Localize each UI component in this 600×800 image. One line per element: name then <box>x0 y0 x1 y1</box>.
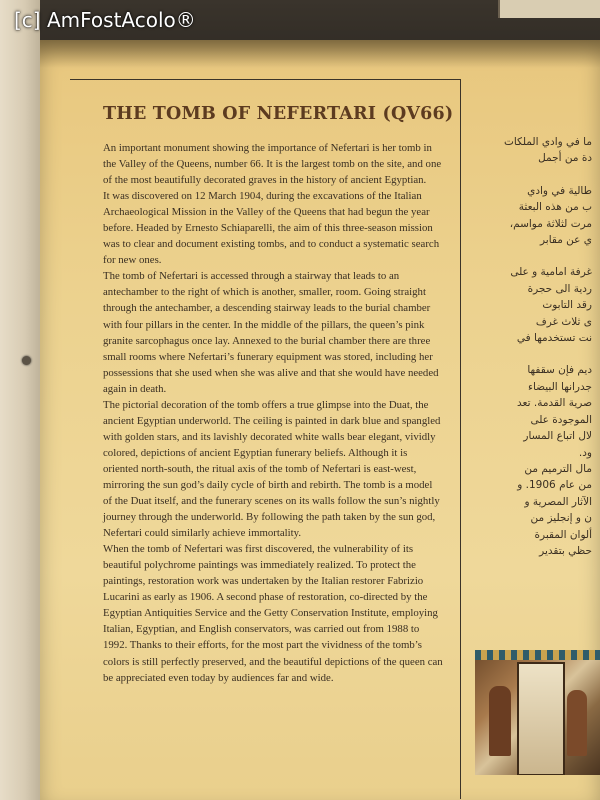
arabic-text-line: ردية الى حجرة <box>527 282 592 295</box>
arabic-text-line: ن و إنجليز من <box>530 512 592 525</box>
arabic-text-line: طالية في وادي <box>527 184 592 197</box>
sign-body-text <box>103 140 443 686</box>
watermark: [c] AmFostAcolo® <box>14 8 196 32</box>
arabic-text-line: مرت لثلاثة مواسم، <box>509 217 592 230</box>
arabic-text-line: رقد التابوت <box>542 299 592 312</box>
sign-title: THE TOMB OF NEFERTARI (QV66) <box>103 104 454 124</box>
painted-frieze <box>475 650 600 660</box>
arabic-text-line: مال الترميم من <box>524 462 592 475</box>
arabic-text-line: صرية القدمة. تعد <box>517 397 592 410</box>
arabic-text-line: الموجودة على <box>530 413 592 426</box>
arabic-text-line: ما في وادي الملكات <box>503 136 592 148</box>
paragraph-discovery: It was discovered on 12 March 1904, during the excavations of the Italian Archaeological Mission in the Valley of the Queens that had begun the year before. Headed by Ernesto Schiaparelli, the aim of this three-season mission was to clear and document existing tombs, and to conduct a systematic search for new ones. <box>103 190 440 267</box>
arabic-text-line: دة من أجمل <box>538 152 592 165</box>
paragraph-decoration: The pictorial decoration of the tomb offers a true glimpse into the Duat, the ancient Egyptian underworld. The ceiling is painted in dark blue and spangled with golden stars, and its lavishly decorated white walls bear elegant, vividly colored, depictions of ancient Egyptian funerary beliefs. Although it is oriented north-south, the ritual axis of the tomb of Nefertari is east-west, mirroring the sun god’s daily cycle of birth and rebirth. The tomb is a model of the Duat itself, and the funerary scenes on its walls follow the sun’s nightly journey through the underworld. By following the path taken by the sun god, Nefertari could similarly achieve immortality. <box>103 398 441 540</box>
arabic-text-line: ب من هذه البعثة <box>518 201 592 214</box>
tomb-wall-painting-photo <box>475 650 600 775</box>
paragraph-layout: The tomb of Nefertari is accessed through a stairway that leads to an antechamber to the right of which is another, smaller, room. Going straight through the antechamber, a descending stairway leads to the burial chamber with four pillars in the center. In the middle of the pillars, the queen’s pink granite sarcophagus once lay. Annexed to the burial chamber there are three small rooms where Nefertari’s funerary equipment was stored, including her possessions that she used when she was alive and that she would have needed again in death. <box>103 270 439 395</box>
arabic-text-line: الآثار المصرية و <box>524 495 592 508</box>
left-wall-edge <box>0 0 40 800</box>
arabic-text-line: ألوان المقبرة <box>534 528 592 541</box>
wall-bolt <box>22 356 31 365</box>
arabic-paragraph-gap <box>470 346 592 362</box>
arabic-text-line: ود. <box>578 446 592 459</box>
adjacent-sign-edge <box>498 0 600 18</box>
arabic-text-line: لال اتباع المسار <box>523 430 592 443</box>
arabic-text-line: ي عن مقابر <box>539 234 592 247</box>
arabic-text-column <box>470 134 592 559</box>
painted-doorway <box>517 662 565 775</box>
arabic-text-line: من عام 1906. و <box>517 479 592 492</box>
panel-shadow <box>40 40 600 68</box>
arabic-paragraph-gap <box>470 167 592 183</box>
arabic-text-line: غرفة امامية و على <box>510 266 592 279</box>
arabic-text-line: ديم فإن سقفها <box>527 364 592 377</box>
arabic-text-line: حظي بتقدير <box>539 544 592 557</box>
arabic-text-line: نت تستخدمها في <box>516 332 592 345</box>
arabic-text-line: ى ثلاث غرف <box>535 315 592 328</box>
arabic-paragraph-gap <box>470 248 592 264</box>
painted-figure-right <box>567 690 587 756</box>
paragraph-restoration: When the tomb of Nefertari was first discovered, the vulnerability of its beautiful polychrome paintings was immediately realized. To protect the paintings, restoration work was undertaken by the Italian restorer Fabrizio Lucarini as early as 1906. A second phase of restoration, co-directed by the Egyptian Antiquities Service and the Getty Conservation Institute, employing Italian, Egyptian, and English conservators, was carried out from 1988 to 1992. Thanks to their efforts, for the most part the vividness of the tomb’s colors is still perfectly preserved, and the beautiful depictions of the queen can be appreciated even today by audiences far and wide. <box>103 543 443 684</box>
arabic-text-line: جدرانها البيضاء <box>528 380 592 393</box>
paragraph-intro: An important monument showing the importance of Nefertari is her tomb in the Valley of the Queens, number 66. It is the largest tomb on the site, and one of the most beautifully decorated graves in the history of ancient Egyptian. <box>103 142 442 187</box>
painted-figure-left <box>489 686 511 756</box>
